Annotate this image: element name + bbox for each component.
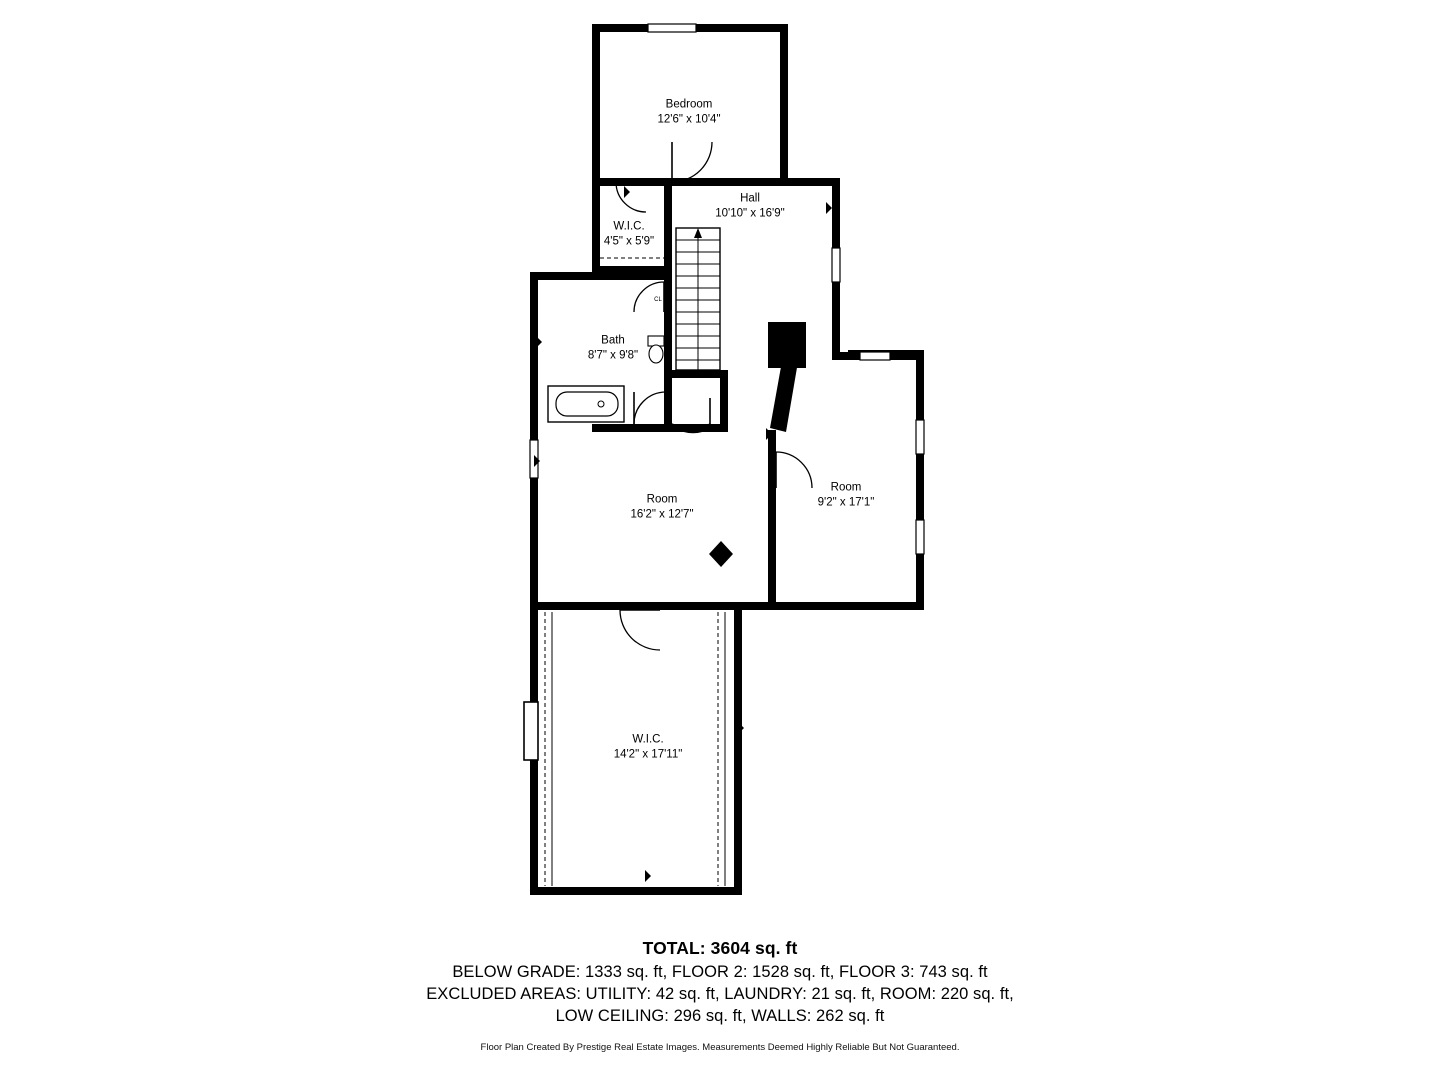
area-summary [0,938,1440,1027]
room-label-room-east [818,480,875,509]
room-name: Room [830,481,862,494]
room-dimensions: 4'5" x 5'9" [603,235,655,247]
hvac-block [768,322,806,368]
room-name: Room [646,493,678,506]
room-label-room-main [630,492,693,521]
room-name: W.I.C. [632,733,664,746]
room-dimensions: 16'2" x 12'7" [630,508,694,520]
room-dimensions: 14'2" x 17'11" [613,748,683,760]
room-dimensions: 12'6" x 10'4" [657,113,721,125]
area-breakdown-line-2: EXCLUDED AREAS: UTILITY: 42 sq. ft, LAUNDRY: 21 sq. ft, ROOM: 220 sq. ft, [426,984,1014,1003]
room-name: Bedroom [665,98,713,111]
total-area-line: TOTAL: 3604 sq. ft [642,938,798,958]
room-dimensions: 10'10" x 16'9" [715,207,785,219]
bathtub [548,386,624,422]
room-label-wic-upper [604,219,654,248]
room-name: W.I.C. [613,220,645,233]
room-name: Bath [601,334,625,347]
staircase [676,228,720,370]
disclaimer-text: Floor Plan Created By Prestige Real Estate Images. Measurements Deemed Highly Reliable But Not Guaranteed. [480,1042,960,1053]
room-label-hall [715,191,784,220]
room-label-bedroom [657,97,720,126]
area-breakdown-line-3: LOW CEILING: 296 sq. ft, WALLS: 262 sq. ft [555,1006,885,1025]
room-name: Hall [740,192,760,205]
room-dimensions: 9'2" x 17'1" [817,496,875,508]
area-breakdown-line-1: BELOW GRADE: 1333 sq. ft, FLOOR 2: 1528 sq. ft, FLOOR 3: 743 sq. ft [452,963,988,981]
closet-annotation: CL [654,297,662,303]
room-dimensions: 8'7" x 9'8" [587,349,639,361]
room-label-bath [588,333,638,362]
room-label-wic-lower [614,732,683,761]
toilet [648,336,664,363]
